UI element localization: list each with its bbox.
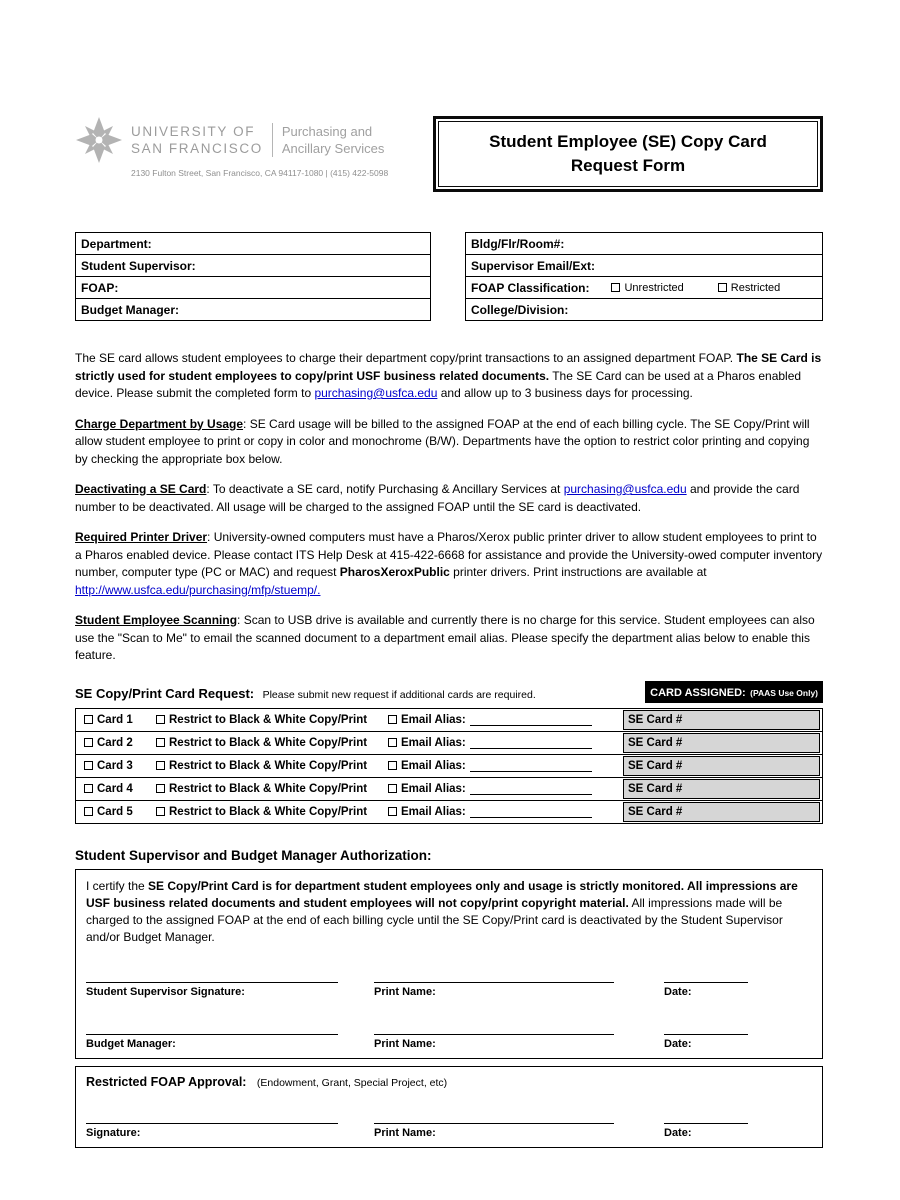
- instructions: [75, 350, 823, 665]
- email-alias-1-label: Email Alias:: [401, 713, 466, 726]
- restrict-bw-5-label: Restrict to Black & White Copy/Print: [169, 805, 368, 818]
- supervisor-date-line[interactable]: [664, 970, 748, 983]
- se-card-3-field[interactable]: [623, 756, 820, 776]
- card-assigned-label: CARD ASSIGNED:: [650, 686, 746, 699]
- university-name-line2: SAN FRANCISCO: [131, 141, 263, 156]
- text-segment: SE Copy/Print Card is for department student employees only and usage is strictly monitored. All impressions are USF business related documents and student employees will not copy/print copyright material.: [86, 878, 798, 910]
- restrict-bw-1-label: Restrict to Black & White Copy/Print: [169, 713, 368, 726]
- supervisor-date-label: Date:: [664, 985, 692, 998]
- supervisor-email-field[interactable]: [465, 254, 823, 277]
- unrestricted-checkbox[interactable]: [611, 283, 620, 292]
- foap-field[interactable]: [75, 276, 431, 299]
- se-card-2-field[interactable]: [623, 733, 820, 753]
- budget-manager-print-name-line[interactable]: [374, 1022, 614, 1035]
- budget-manager-field[interactable]: [75, 298, 431, 321]
- card-5-checkbox[interactable]: [84, 807, 93, 816]
- restricted-foap-heading: [86, 1073, 812, 1091]
- text-segment: : To deactivate a SE card, notify Purchasing & Ancillary Services at: [206, 482, 564, 496]
- supervisor-print-name-label: Print Name:: [374, 985, 436, 998]
- card-4-label: Card 4: [97, 782, 133, 795]
- email-alias-5-blank[interactable]: [470, 806, 592, 818]
- budget-manager-signature-label: Budget Manager:: [86, 1037, 176, 1050]
- department-field[interactable]: [75, 232, 431, 255]
- budget-manager-print-name-label: Print Name:: [374, 1037, 436, 1050]
- card-2-checkbox[interactable]: [84, 738, 93, 747]
- card-request-note: Please submit new request if additional cards are required.: [262, 688, 536, 701]
- student-supervisor-signature-label: Student Supervisor Signature:: [86, 985, 245, 998]
- form-title-line2: Request Form: [570, 156, 686, 175]
- header: [75, 116, 823, 192]
- card-3-label: Card 3: [97, 759, 133, 772]
- card-request-title: SE Copy/Print Card Request:: [75, 685, 255, 701]
- text-segment: The SE Card can be used at a Pharos enabled device. Please submit the completed form to: [75, 368, 802, 400]
- supervisor-signature-row: [86, 970, 812, 998]
- card-5-label: Card 5: [97, 805, 133, 818]
- logo-divider: [272, 123, 273, 157]
- email-alias-4-checkbox[interactable]: [388, 784, 397, 793]
- restricted-date-line[interactable]: [664, 1111, 748, 1124]
- restrict-bw-2-label: Restrict to Black & White Copy/Print: [169, 736, 368, 749]
- info-table-right: [465, 232, 823, 321]
- email-alias-5-checkbox[interactable]: [388, 807, 397, 816]
- authorization-box: [75, 869, 823, 1059]
- dept-name-line1: Purchasing and: [281, 124, 373, 139]
- foap-classification-row: [465, 276, 823, 299]
- restrict-bw-3-label: Restrict to Black & White Copy/Print: [169, 759, 368, 772]
- budget-manager-date-label: Date:: [664, 1037, 692, 1050]
- form-title-line1: Student Employee (SE) Copy Card: [489, 132, 767, 151]
- certification-text: [86, 878, 812, 946]
- hyperlink[interactable]: http://www.usfca.edu/purchasing/mfp/stuemp/.: [75, 582, 321, 597]
- restrict-bw-1-checkbox[interactable]: [156, 715, 165, 724]
- info-tables: [75, 232, 823, 321]
- student-supervisor-label: Student Supervisor:: [81, 258, 196, 273]
- se-card-2-label: SE Card #: [628, 736, 683, 749]
- unrestricted-option[interactable]: [611, 282, 683, 294]
- budget-manager-label: Budget Manager:: [81, 302, 180, 317]
- usf-logo-block: [75, 116, 415, 178]
- card-request-header: [75, 681, 823, 703]
- text-segment: Student Employee Scanning: [75, 613, 238, 627]
- student-supervisor-signature-line[interactable]: [86, 970, 338, 983]
- card-2-label: Card 2: [97, 736, 133, 749]
- usf-compass-logo-icon: [75, 116, 123, 164]
- email-alias-3-blank[interactable]: [470, 760, 592, 772]
- budget-manager-signature-line[interactable]: [86, 1022, 338, 1035]
- email-alias-4-label: Email Alias:: [401, 782, 466, 795]
- email-alias-5-label: Email Alias:: [401, 805, 466, 818]
- email-alias-1-checkbox[interactable]: [388, 715, 397, 724]
- restricted-checkbox[interactable]: [718, 283, 727, 292]
- restricted-date-label: Date:: [664, 1126, 692, 1139]
- budget-manager-signature-row: [86, 1022, 812, 1050]
- card-4-checkbox[interactable]: [84, 784, 93, 793]
- printer-driver-paragraph: [75, 529, 823, 599]
- text-segment: The SE Card is strictly used for student employees to copy/print USF business related documents.: [75, 351, 822, 383]
- department-label: Department:: [81, 236, 152, 251]
- se-card-4-field[interactable]: [623, 779, 820, 799]
- email-alias-2-blank[interactable]: [470, 737, 592, 749]
- se-card-5-label: SE Card #: [628, 805, 683, 818]
- restrict-bw-3-checkbox[interactable]: [156, 761, 165, 770]
- info-table-left: [75, 232, 431, 321]
- restricted-foap-signature-row: [86, 1111, 812, 1139]
- email-alias-2-label: Email Alias:: [401, 736, 466, 749]
- college-division-label: College/Division:: [471, 302, 569, 317]
- text-segment: : SE Card usage will be billed to the assigned FOAP at the end of each billing cycle. The SE Copy/Print will allow student employee to print or copy in color and monochrome (B/W). Departments have the option to restrict color printing and copying by checking the appropriate box below.: [75, 416, 810, 466]
- card-request-heading: [75, 685, 536, 703]
- text-segment: PharosXeroxPublic: [339, 565, 450, 579]
- text-segment: Required Printer Driver: [75, 530, 208, 544]
- restricted-option[interactable]: [718, 282, 781, 294]
- university-name-line1: UNIVERSITY OF: [131, 124, 256, 139]
- hyperlink[interactable]: purchasing@usfca.edu: [563, 482, 687, 496]
- bldg-flr-room-label: Bldg/Flr/Room#:: [471, 236, 565, 251]
- text-segment: and allow up to 3 business days for processing.: [437, 386, 693, 400]
- restricted-foap-note: (Endowment, Grant, Special Project, etc): [256, 1076, 448, 1089]
- text-segment: : University-owned computers must have a Pharos/Xerox public printer driver to allow student employees to print to a Pharos enabled device. Please contact ITS Help Desk at 415-422-6668 for assistance and provide the University-owed computer inventory number, computer type (PC or MAC) and request: [75, 530, 823, 579]
- budget-manager-date-line[interactable]: [664, 1022, 748, 1035]
- text-segment: : Scan to USB drive is available and currently there is no charge for this service. Student employees can also use the "Scan to Me" to email the scanned document to a department email alias. Please specify the department alias below to enable this feature.: [75, 613, 815, 662]
- se-card-3-label: SE Card #: [628, 759, 683, 772]
- bldg-flr-room-field[interactable]: [465, 232, 823, 255]
- paas-use-only-note: (PAAS Use Only): [750, 687, 818, 698]
- card-row-2: [75, 731, 823, 755]
- foap-label: FOAP:: [81, 280, 119, 295]
- text-segment: The SE card allows student employees to charge their department copy/print transactions to an assigned department FOAP.: [75, 351, 737, 365]
- supervisor-email-label: Supervisor Email/Ext:: [471, 258, 596, 273]
- authorization-heading: Student Supervisor and Budget Manager Authorization:: [75, 847, 432, 863]
- restricted-foap-box: [75, 1066, 823, 1148]
- restricted-print-name-line[interactable]: [374, 1111, 614, 1124]
- text-segment: Deactivating a SE Card: [75, 482, 207, 496]
- foap-classification-label: FOAP Classification:: [471, 280, 590, 295]
- text-segment: printer drivers. Print instructions are available at: [449, 565, 707, 579]
- card-row-4: [75, 777, 823, 801]
- college-division-field[interactable]: [465, 298, 823, 321]
- se-card-1-label: SE Card #: [628, 713, 683, 726]
- email-alias-3-label: Email Alias:: [401, 759, 466, 772]
- email-alias-1-blank[interactable]: [470, 714, 592, 726]
- se-card-4-label: SE Card #: [628, 782, 683, 795]
- text-segment: All impressions made will be charged to the assigned FOAP at the end of each billing cycle until the SE Copy/Print card is deactivated by the Student Supervisor and/or Budget Manager.: [86, 895, 783, 944]
- supervisor-print-name-line[interactable]: [374, 970, 614, 983]
- card-1-label: Card 1: [97, 713, 133, 726]
- restrict-bw-4-checkbox[interactable]: [156, 784, 165, 793]
- text-segment: and provide the card number to be deactivated. All usage will be charged to the assigned FOAP until the SE card is deactivated.: [75, 482, 800, 514]
- hyperlink[interactable]: purchasing@usfca.edu: [314, 386, 438, 400]
- intro-paragraph: [75, 350, 823, 403]
- restricted-label: Restricted: [730, 281, 781, 294]
- email-alias-4-blank[interactable]: [470, 783, 592, 795]
- restrict-bw-5-checkbox[interactable]: [156, 807, 165, 816]
- restricted-signature-label: Signature:: [86, 1126, 141, 1139]
- card-request-table: [75, 708, 823, 824]
- restricted-foap-title: Restricted FOAP Approval:: [86, 1074, 247, 1089]
- scanning-paragraph: [75, 612, 823, 665]
- restrict-bw-2-checkbox[interactable]: [156, 738, 165, 747]
- student-supervisor-field[interactable]: [75, 254, 431, 277]
- card-row-1: [75, 708, 823, 732]
- unrestricted-label: Unrestricted: [624, 281, 684, 294]
- text-segment: I certify the: [86, 878, 149, 893]
- se-card-5-field[interactable]: [623, 802, 820, 822]
- card-3-checkbox[interactable]: [84, 761, 93, 770]
- email-alias-3-checkbox[interactable]: [388, 761, 397, 770]
- card-row-3: [75, 754, 823, 778]
- card-assigned-header: [645, 681, 823, 703]
- restricted-signature-line[interactable]: [86, 1111, 338, 1124]
- card-row-5: [75, 800, 823, 824]
- card-1-checkbox[interactable]: [84, 715, 93, 724]
- email-alias-2-checkbox[interactable]: [388, 738, 397, 747]
- restricted-print-name-label: Print Name:: [374, 1126, 436, 1139]
- se-card-1-field[interactable]: [623, 710, 820, 730]
- text-segment: Charge Department by Usage: [75, 416, 244, 431]
- restrict-bw-4-label: Restrict to Black & White Copy/Print: [169, 782, 368, 795]
- deactivating-paragraph: [75, 481, 823, 516]
- dept-name-line2: Ancillary Services: [281, 141, 385, 156]
- address-line: 2130 Fulton Street, San Francisco, CA 94117-1080 | (415) 422-5098: [131, 168, 389, 178]
- form-title-box: [433, 116, 823, 192]
- charge-by-usage-paragraph: [75, 416, 823, 469]
